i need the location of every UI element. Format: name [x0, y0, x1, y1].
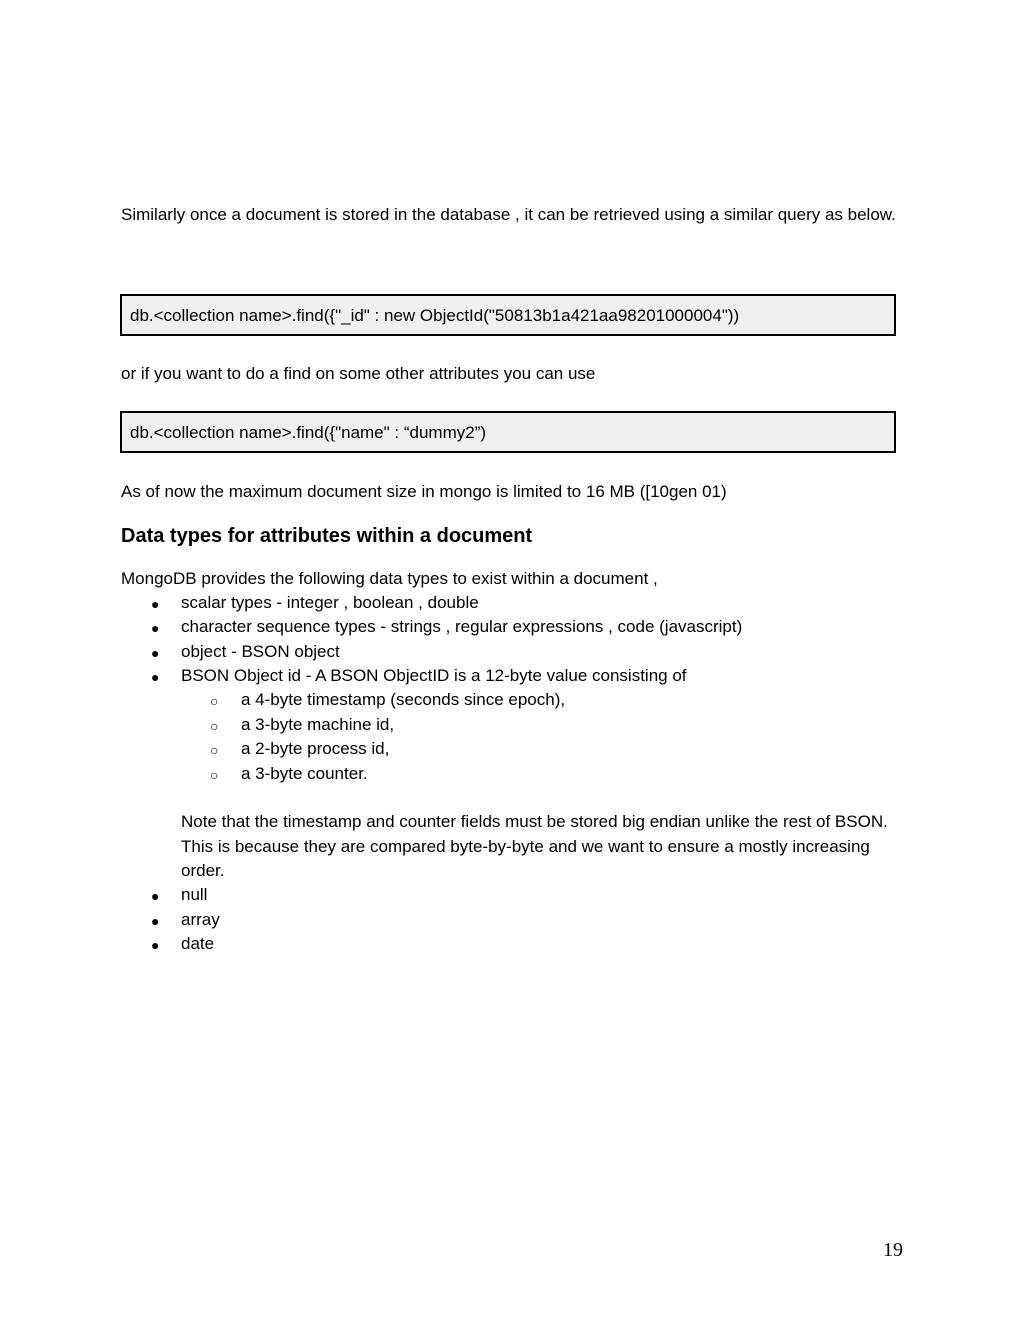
sub-list-item: a 3-byte counter.: [241, 764, 368, 783]
list-item: object - BSON object: [181, 642, 340, 661]
circle-bullet-icon: ○: [210, 767, 219, 783]
list-item: null: [181, 885, 208, 904]
bullet-icon: ●: [151, 888, 160, 904]
list-item: array: [181, 910, 220, 929]
or-paragraph: or if you want to do a find on some other attributes you can use: [121, 364, 596, 383]
bullet-icon: ●: [151, 596, 160, 612]
list-item: BSON Object id - A BSON ObjectID is a 12-byte value consisting of: [181, 666, 687, 685]
sub-list-item: a 2-byte process id,: [241, 739, 390, 758]
code-text: db.<collection name>.find({"name" : “dummy2”): [130, 423, 487, 442]
bullet-icon: ●: [151, 645, 160, 661]
code-text: db.<collection name>.find({"_id" : new ObjectId("50813b1a421aa98201000004")): [130, 306, 740, 325]
section-heading: Data types for attributes within a document: [121, 525, 533, 547]
code-block-find-by-id: [120, 294, 896, 336]
bullet-icon: ●: [151, 913, 160, 929]
sub-list-item: a 3-byte machine id,: [241, 715, 395, 734]
max-size-paragraph: As of now the maximum document size in mongo is limited to 16 MB ([10gen 01): [121, 482, 727, 501]
sub-list-item: a 4-byte timestamp (seconds since epoch),: [241, 690, 566, 709]
circle-bullet-icon: ○: [210, 693, 219, 709]
list-intro: MongoDB provides the following data types to exist within a document ,: [121, 569, 658, 588]
list-item: scalar types - integer , boolean , double: [181, 593, 479, 612]
bullet-icon: ●: [151, 937, 160, 953]
page-number: 19: [883, 1239, 903, 1261]
intro-paragraph: Similarly once a document is stored in the database , it can be retrieved using a similar query as below.: [121, 205, 896, 224]
circle-bullet-icon: ○: [210, 718, 219, 734]
note-paragraph: Note that the timestamp and counter fields must be stored big endian unlike the rest of BSON. This is because they are compared byte-by-byte and we want to ensure a mostly increasing order.: [181, 812, 888, 880]
circle-bullet-icon: ○: [210, 742, 219, 758]
list-item: character sequence types - strings , regular expressions , code (javascript): [181, 617, 743, 636]
list-item: date: [181, 934, 215, 953]
bullet-icon: ●: [151, 669, 160, 685]
code-block-find-by-name: [120, 411, 896, 453]
bullet-icon: ●: [151, 620, 160, 636]
